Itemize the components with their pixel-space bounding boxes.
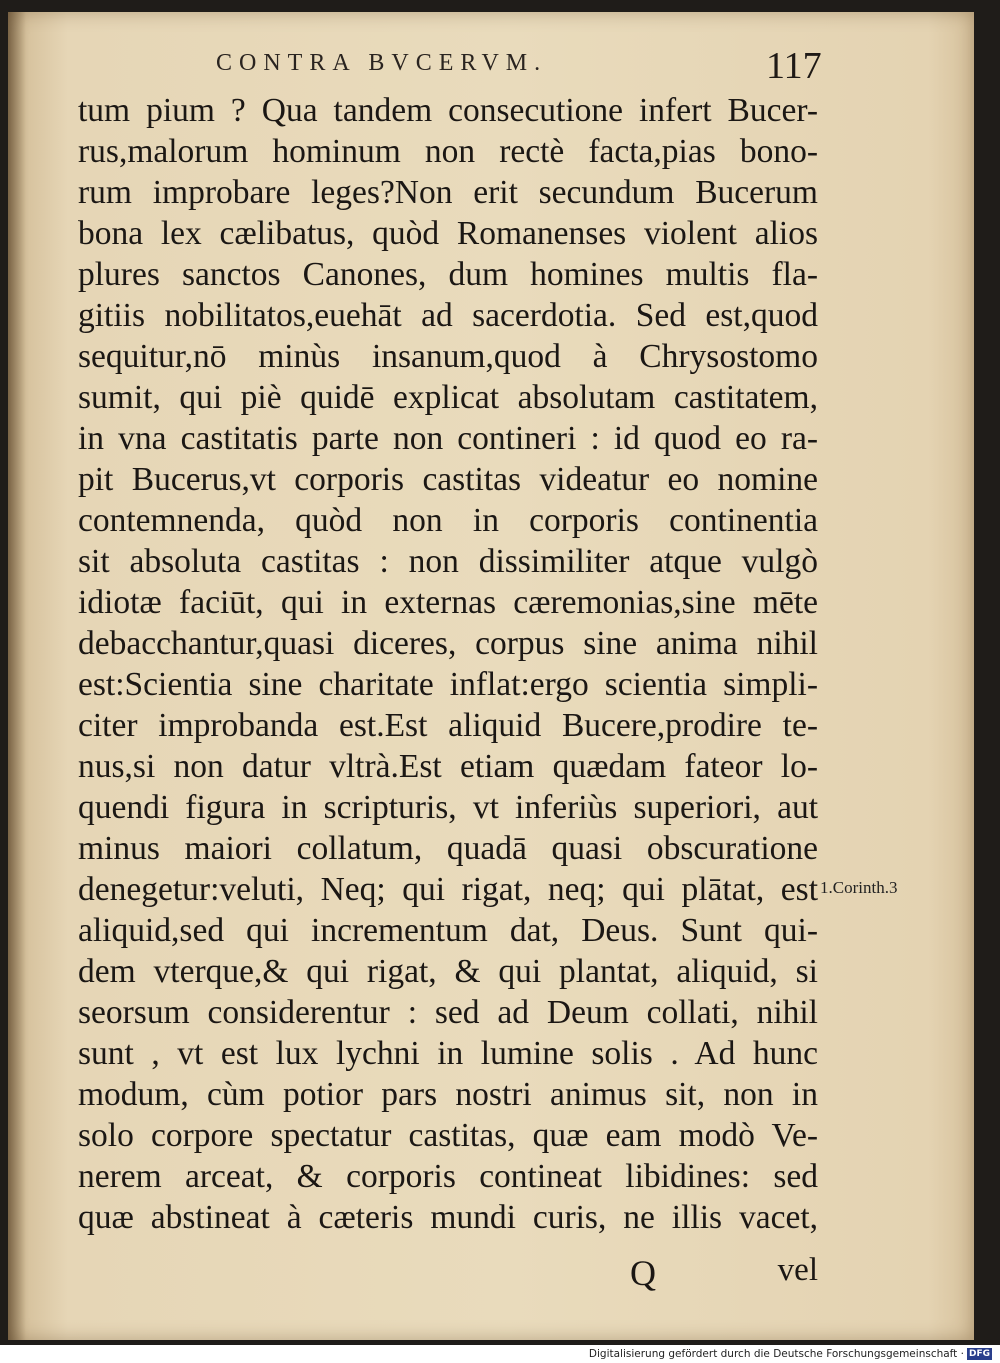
credit-text: Digitalisierung gefördert durch die Deutsche Forschungsgemeinschaft · — [588, 1348, 964, 1360]
text-line: citer improbanda est.Est aliquid Bucere,prodire te- — [78, 707, 818, 744]
text-line: denegetur:veluti, Neq; qui rigat, neq; qui plātat, est — [78, 871, 818, 908]
text-line: aliquid,sed qui incrementum dat, Deus. Sunt qui- — [78, 912, 818, 949]
text-line: quæ abstineat à cæteris mundi curis, ne illis vacet, — [78, 1199, 818, 1236]
text-line: rum improbare leges?Non erit secundum Bucerum — [78, 174, 818, 211]
page-header — [8, 38, 974, 98]
text-line: rus,malorum hominum non rectè facta,pias bono- — [78, 133, 818, 170]
text-line: sequitur,nō minùs insanum,quod à Chrysostomo — [78, 338, 818, 375]
text-line: solo corpore spectatur castitas, quæ eam modò Ve- — [78, 1117, 818, 1154]
book-page — [8, 12, 974, 1340]
page-number: 117 — [766, 45, 822, 87]
text-line: pit Bucerus,vt corporis castitas videatur eo nomine — [78, 461, 818, 498]
text-line: modum, cùm potior pars nostri animus sit, non in — [78, 1076, 818, 1113]
text-line: in vna castitatis parte non contineri : id quod eo ra- — [78, 420, 818, 457]
running-title: CONTRA BVCERVM. — [216, 50, 548, 76]
body-text — [78, 90, 818, 1238]
text-line: minus maiori collatum, quadā quasi obscuratione — [78, 830, 818, 867]
text-line: debacchantur,quasi diceres, corpus sine anima nihil — [78, 625, 818, 662]
text-line: est:Scientia sine charitate inflat:ergo scientia simpli- — [78, 666, 818, 703]
page-footer — [78, 1252, 818, 1296]
text-line: bona lex cælibatus, quòd Romanenses violent alios — [78, 215, 818, 252]
text-line: plures sanctos Canones, dum homines multis fla- — [78, 256, 818, 293]
text-line: seorsum considerentur : sed ad Deum collati, nihil — [78, 994, 818, 1031]
text-line: dem vterque,& qui rigat, & qui plantat, aliquid, si — [78, 953, 818, 990]
digitization-credit — [589, 1345, 992, 1363]
text-line: contemnenda, quòd non in corporis continentia — [78, 502, 818, 539]
text-line: nerem arceat, & corporis contineat libidines: sed — [78, 1158, 818, 1195]
text-line: tum pium ? Qua tandem consecutione infert Bucer- — [78, 92, 818, 129]
text-line: gitiis nobilitatos,euehāt ad sacerdotia. Sed est,quod — [78, 297, 818, 334]
text-line: sit absoluta castitas : non dissimiliter atque vulgò — [78, 543, 818, 580]
text-line: quendi figura in scripturis, vt inferiùs superiori, aut — [78, 789, 818, 826]
text-line: nus,si non datur vltrà.Est etiam quædam fateor lo- — [78, 748, 818, 785]
margin-note: 1.Corinth.3 — [820, 878, 898, 897]
text-line: idiotæ faciūt, qui in externas cæremonias,sine mēte — [78, 584, 818, 621]
text-line: sumit, qui piè quidē explicat absolutam castitatem, — [78, 379, 818, 416]
text-line: sunt , vt est lux lychni in lumine solis . Ad hunc — [78, 1035, 818, 1072]
signature-mark: Q — [630, 1253, 656, 1293]
page-gutter-shadow — [8, 12, 26, 1340]
catchword: vel — [777, 1252, 818, 1288]
dfg-logo: DFG — [968, 1349, 990, 1359]
